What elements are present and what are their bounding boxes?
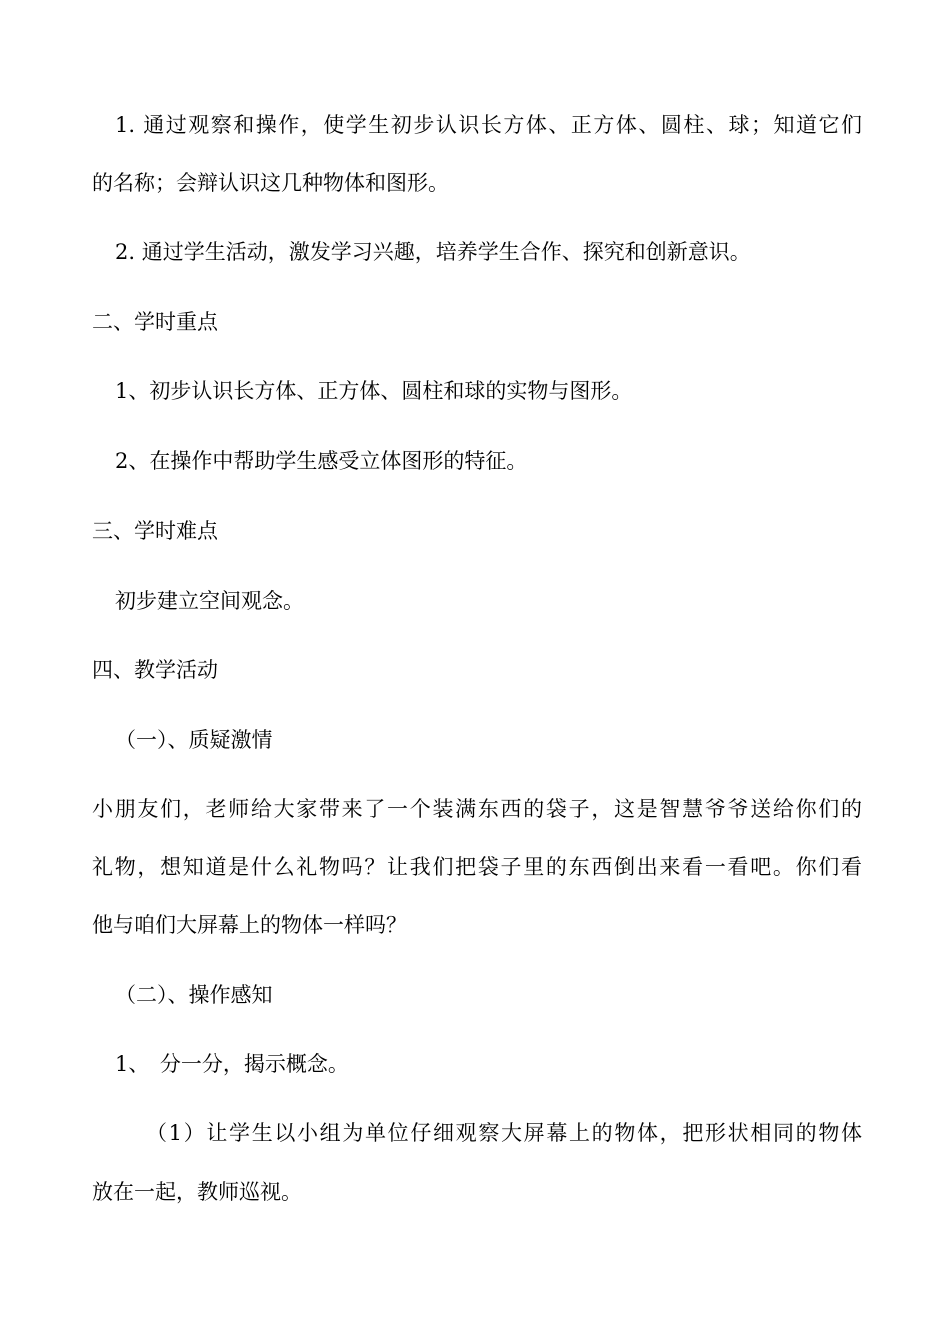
section-1-paragraph-line-1: 小朋友们，老师给大家带来了一个装满东西的袋子，这是智慧爷爷送给你们的	[92, 797, 862, 821]
difficulties-heading: 三、学时难点	[92, 519, 218, 543]
step-1: 1、 分一分，揭示概念。	[115, 1052, 349, 1076]
section-1-paragraph-line-3: 他与咱们大屏幕上的物体一样吗？	[92, 913, 407, 937]
activities-heading: 四、教学活动	[92, 658, 218, 682]
key-points-heading: 二、学时重点	[92, 310, 218, 334]
difficulties-text: 初步建立空间观念。	[115, 589, 304, 613]
section-1-paragraph-line-2: 礼物，想知道是什么礼物吗？让我们把袋子里的东西倒出来看一看吧。你们看	[92, 855, 862, 879]
objective-1-line-1: 1. 通过观察和操作，使学生初步认识长方体、正方体、圆柱、球；知道它们	[115, 113, 862, 137]
key-point-2: 2、在操作中帮助学生感受立体图形的特征。	[115, 449, 528, 473]
objective-2: 2. 通过学生活动，激发学习兴趣，培养学生合作、探究和创新意识。	[115, 240, 751, 264]
section-1-heading: （一）、质疑激情	[115, 728, 273, 752]
sub-step-1-line-2: 放在一起，教师巡视。	[92, 1180, 302, 1204]
key-point-1: 1、初步认识长方体、正方体、圆柱和球的实物与图形。	[115, 379, 633, 403]
objective-1-line-2: 的名称；会辩认识这几种物体和图形。	[92, 171, 449, 195]
section-2-heading: （二）、操作感知	[115, 983, 273, 1007]
sub-step-1-line-1: （1）让学生以小组为单位仔细观察大屏幕上的物体，把形状相同的物体	[146, 1121, 862, 1145]
